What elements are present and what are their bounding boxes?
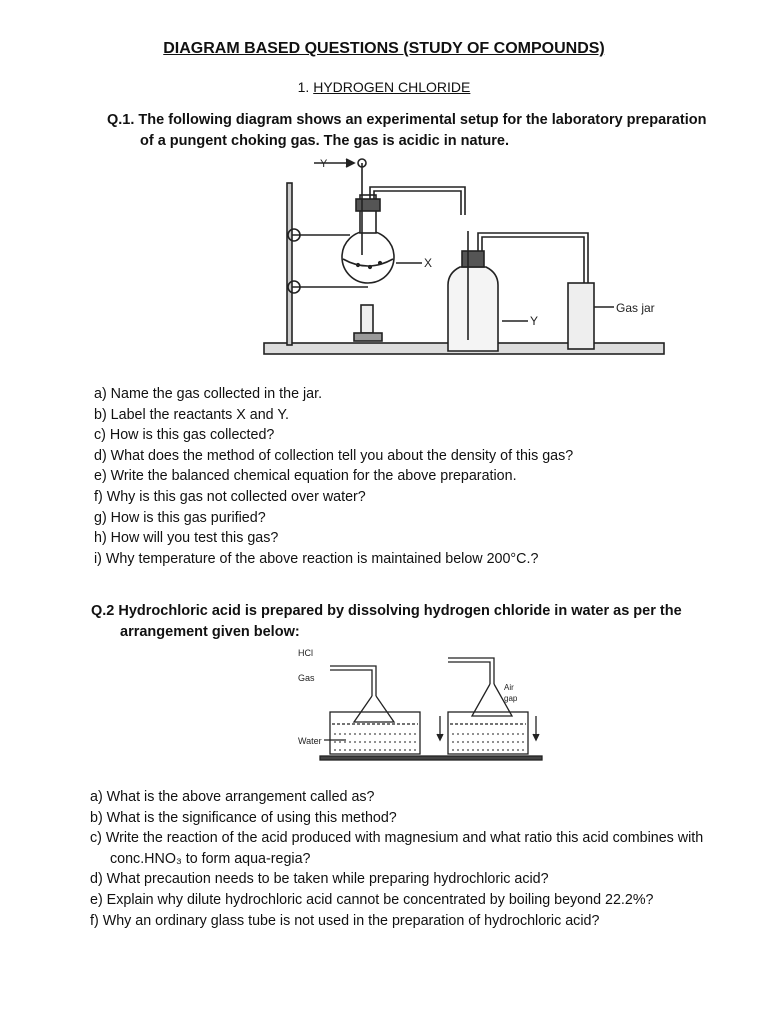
funnel-arrangement-diagram xyxy=(290,644,550,766)
hcl-preparation-diagram xyxy=(250,155,680,370)
list-item: b) What is the significance of using this method? xyxy=(90,809,397,826)
question-2-line-1: Q.2 Hydrochloric acid is prepared by dissolving hydrogen chloride in water as per the xyxy=(91,603,682,619)
question-2 xyxy=(91,601,682,643)
label-air: Air xyxy=(504,683,514,692)
stand-rod xyxy=(287,183,292,345)
question-2-line-2: arrangement given below: xyxy=(120,624,300,640)
left-beaker xyxy=(330,712,420,754)
section-name: HYDROGEN CHLORIDE xyxy=(313,79,471,95)
gas-jar xyxy=(568,283,594,349)
list-item: g) How is this gas purified? xyxy=(94,509,266,526)
label-gas-jar: Gas jar xyxy=(616,301,655,315)
bench-surface xyxy=(320,756,542,760)
round-bottom-flask xyxy=(342,231,394,283)
label-water: Water xyxy=(298,736,322,746)
section-number: 1. xyxy=(297,79,310,95)
question-1-line-1: Q.1. The following diagram shows an experimental setup for the laboratory preparation xyxy=(107,112,707,128)
list-item: d) What precaution needs to be taken while preparing hydrochloric acid? xyxy=(90,871,549,888)
question-1 xyxy=(107,110,706,152)
flask-cork xyxy=(356,199,380,211)
label-hcl: HCl xyxy=(298,648,313,658)
page-title: DIAGRAM BASED QUESTIONS (STUDY OF COMPOUNDS) xyxy=(163,40,605,57)
list-item: a) Name the gas collected in the jar. xyxy=(94,386,323,402)
burner xyxy=(361,305,373,333)
list-item: f) Why is this gas not collected over water? xyxy=(94,488,366,505)
list-item: e) Write the balanced chemical equation for the above preparation. xyxy=(94,468,517,485)
list-item: e) Explain why dilute hydrochloric acid cannot be concentrated by boiling beyond 22.2%? xyxy=(90,891,654,908)
left-gas-tube-inner xyxy=(330,670,372,696)
list-item: h) How will you test this gas? xyxy=(94,530,279,547)
question-2-parts xyxy=(90,787,703,931)
list-item: i) Why temperature of the above reaction is maintained below 200°C.? xyxy=(94,550,539,567)
list-item: c) Write the reaction of the acid produced with magnesium and what ratio this acid combines with xyxy=(90,830,704,847)
wash-bottle-cork xyxy=(462,251,484,267)
list-item: f) Why an ordinary glass tube is not used in the preparation of hydrochloric acid? xyxy=(90,912,600,929)
delivery-tube-2-inner xyxy=(482,237,584,283)
right-gas-tube-inner xyxy=(448,662,490,684)
right-beaker xyxy=(448,712,528,754)
section-heading xyxy=(0,79,768,95)
label-y-top: Y xyxy=(320,158,328,170)
question-1-line-2: of a pungent choking gas. The gas is acidic in nature. xyxy=(140,133,510,149)
flask-liquid xyxy=(343,259,393,266)
left-funnel xyxy=(354,696,394,722)
label-y-bottom: Y xyxy=(530,314,539,328)
label-x: X xyxy=(424,256,433,270)
delivery-tube-1-inner xyxy=(374,191,461,215)
question-1-parts xyxy=(94,384,573,569)
wash-bottle xyxy=(448,267,498,351)
burner-base xyxy=(354,333,382,341)
list-item: b) Label the reactants X and Y. xyxy=(94,406,290,423)
list-item: c) How is this gas collected? xyxy=(94,427,275,444)
label-gap: gap xyxy=(504,694,518,703)
list-item: conc.HNO₃ to form aqua-regia? xyxy=(110,850,311,867)
list-item: a) What is the above arrangement called as? xyxy=(90,789,375,805)
label-gas: Gas xyxy=(298,673,315,683)
list-item: d) What does the method of collection tell you about the density of this gas? xyxy=(94,447,574,464)
